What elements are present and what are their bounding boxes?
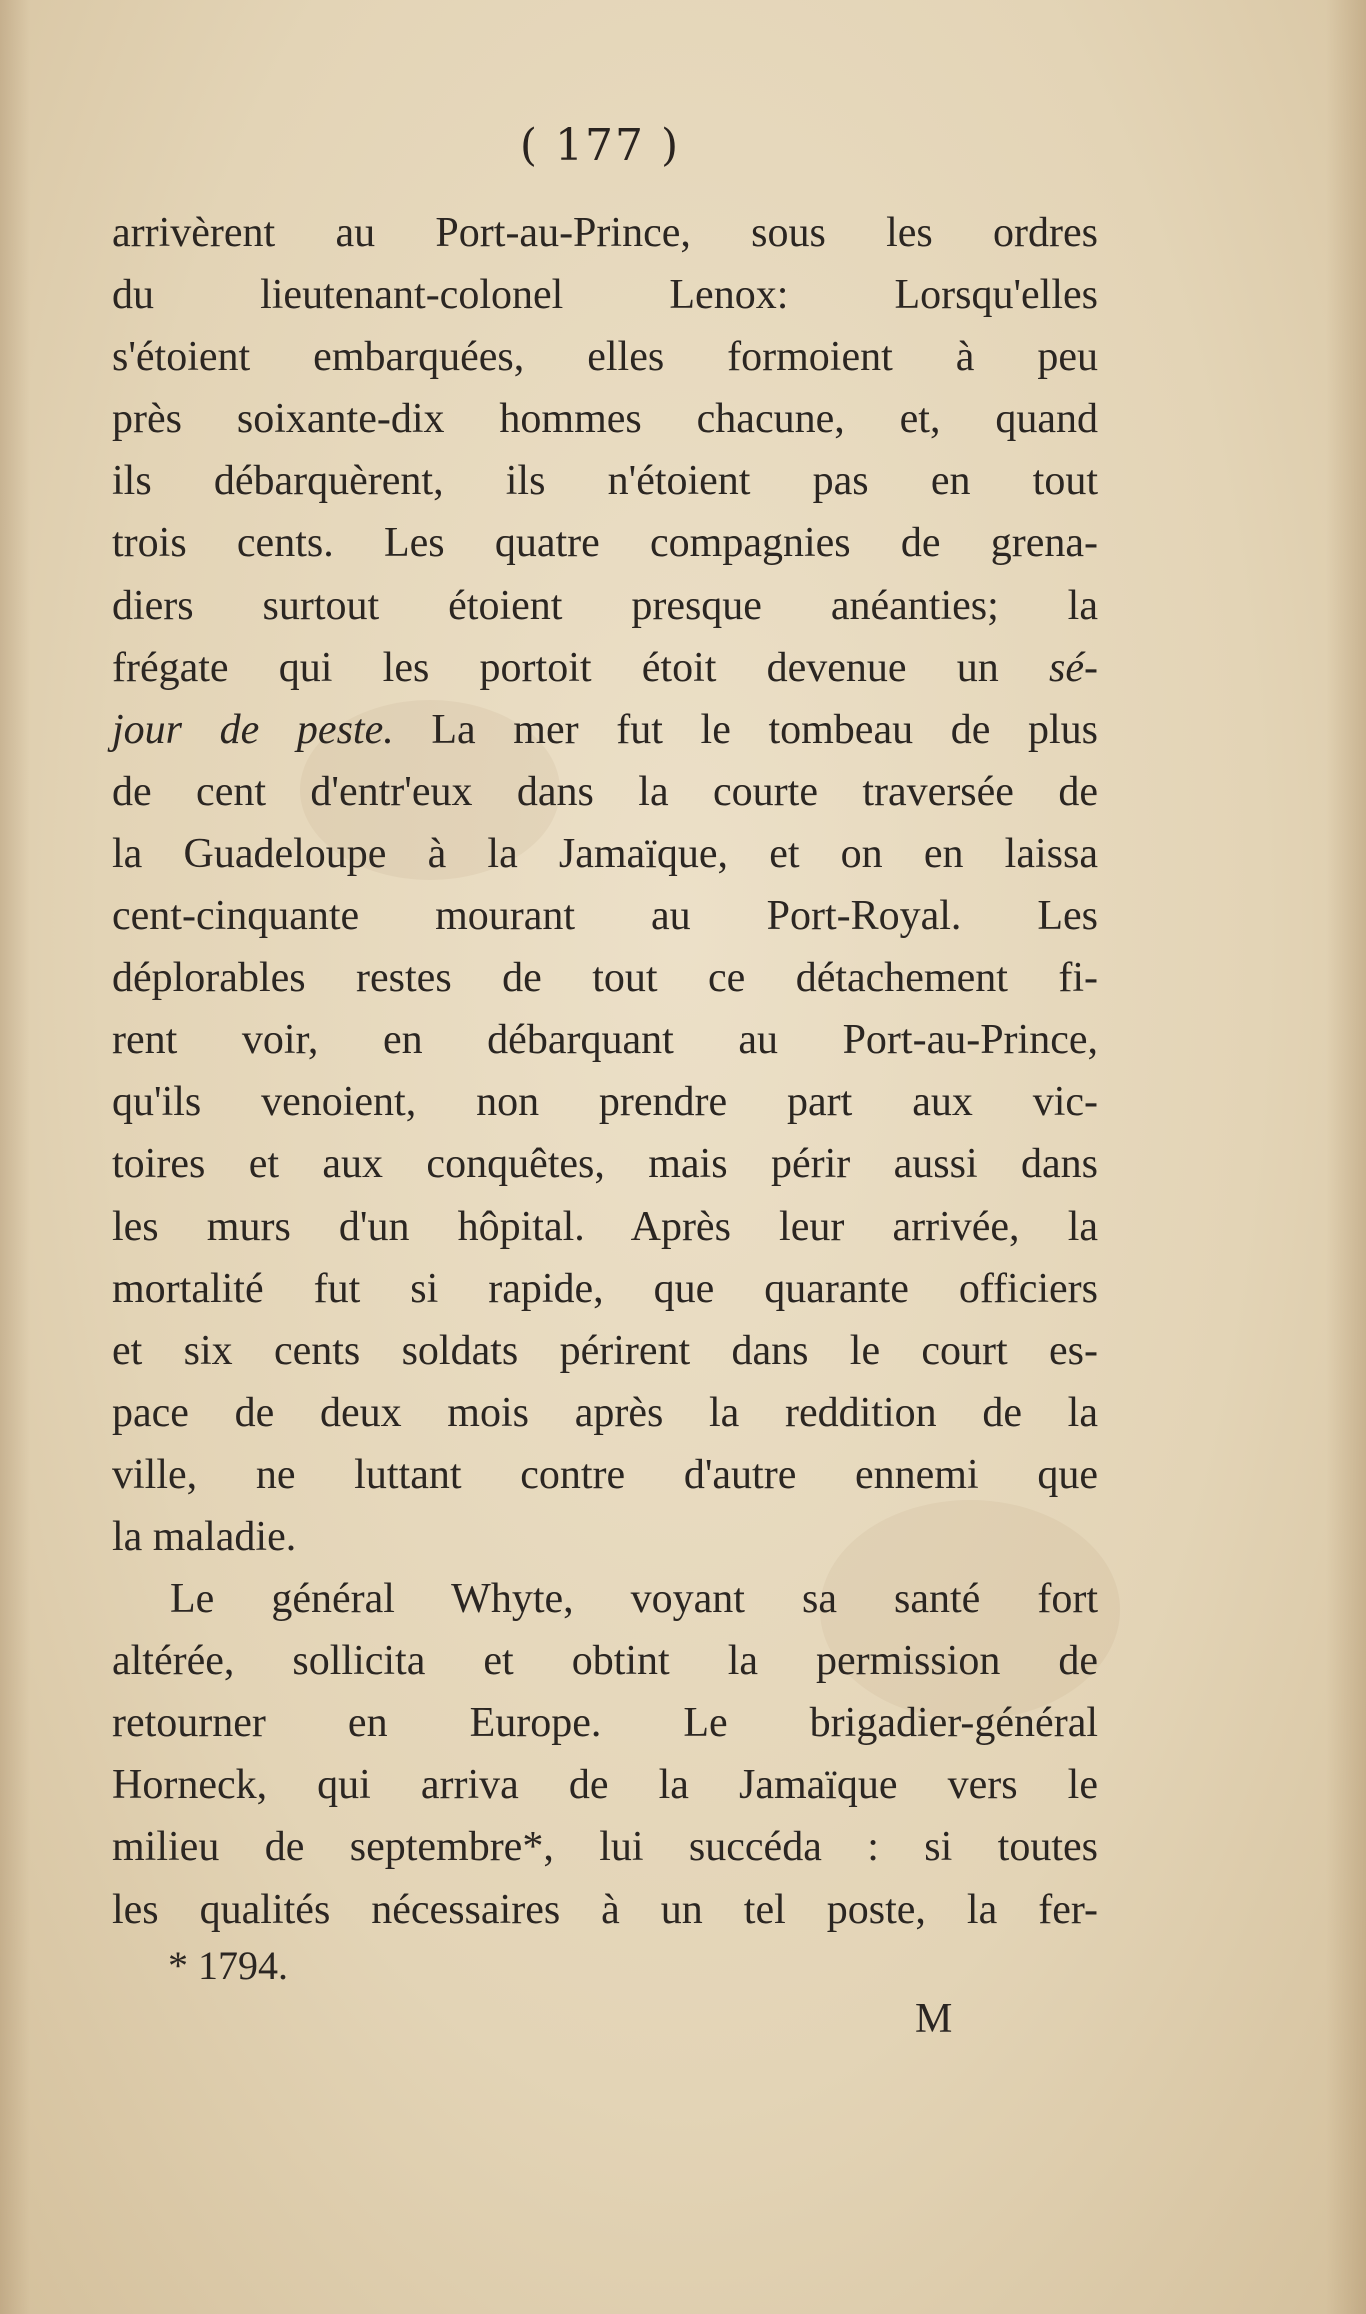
text-line: trois cents. Les quatre compagnies de grena-: [112, 520, 1098, 567]
signature-mark: M: [915, 1996, 953, 2042]
text-line: Le général Whyte, voyant sa santé fort: [170, 1576, 1098, 1623]
text-line: s'étoient embarquées, elles formoient à peu: [112, 334, 1098, 381]
text-line: mortalité fut si rapide, que quarante officiers: [112, 1265, 1098, 1312]
text-line: qu'ils venoient, non prendre part aux vic-: [112, 1079, 1098, 1126]
italic-segment: jour de peste.: [112, 706, 394, 753]
text-segment: La mer fut le tombeau de plus: [431, 706, 1099, 753]
text-line: cent-cinquante mourant au Port-Royal. Les: [112, 893, 1098, 940]
body-text: [112, 202, 1098, 1941]
italic-segment: sé-: [1049, 644, 1099, 691]
text-line: ville, ne luttant contre d'autre ennemi que: [112, 1451, 1098, 1498]
text-line-with-italic: [112, 637, 1098, 699]
text-line: les qualités nécessaires à un tel poste, la fer-: [112, 1886, 1098, 1933]
text-line: arrivèrent au Port-au-Prince, sous les ordres: [112, 210, 1098, 256]
text-line: rent voir, en débarquant au Port-au-Prince,: [112, 1017, 1098, 1064]
text-line: diers surtout étoient presque anéanties; la: [112, 582, 1098, 629]
text-line: ils débarquèrent, ils n'étoient pas en tout: [112, 458, 1098, 505]
text-line: toires et aux conquêtes, mais périr aussi dans: [112, 1141, 1098, 1188]
text-line: près soixante-dix hommes chacune, et, quand: [112, 396, 1098, 443]
text-line: la Guadeloupe à la Jamaïque, et on en laissa: [112, 830, 1098, 877]
text-line: retourner en Europe. Le brigadier-général: [112, 1700, 1098, 1747]
footnote: * 1794.: [168, 1943, 288, 1988]
page-number: ( 177 ): [519, 120, 681, 171]
text-line: milieu de septembre*, lui succéda : si toutes: [112, 1824, 1098, 1871]
text-line: de cent d'entr'eux dans la courte traversée de: [112, 768, 1098, 815]
text-line: déplorables restes de tout ce détachement fi-: [112, 955, 1098, 1002]
text-line: les murs d'un hôpital. Après leur arrivée, la: [112, 1203, 1098, 1250]
text-line: pace de deux mois après la reddition de la: [112, 1389, 1098, 1436]
page-edge-right: [1326, 0, 1366, 2314]
page-edge-left: [0, 0, 30, 2314]
text-line-with-italic: [112, 699, 1098, 761]
text-line: altérée, sollicita et obtint la permission de: [112, 1638, 1098, 1685]
text-line: et six cents soldats périrent dans le court es-: [112, 1327, 1098, 1374]
text-line: la maladie.: [112, 1513, 297, 1560]
text-line: Horneck, qui arriva de la Jamaïque vers le: [112, 1762, 1098, 1809]
text-segment: frégate qui les portoit étoit devenue un: [112, 644, 999, 691]
text-line: du lieutenant-colonel Lenox: Lorsqu'elles: [112, 272, 1098, 319]
